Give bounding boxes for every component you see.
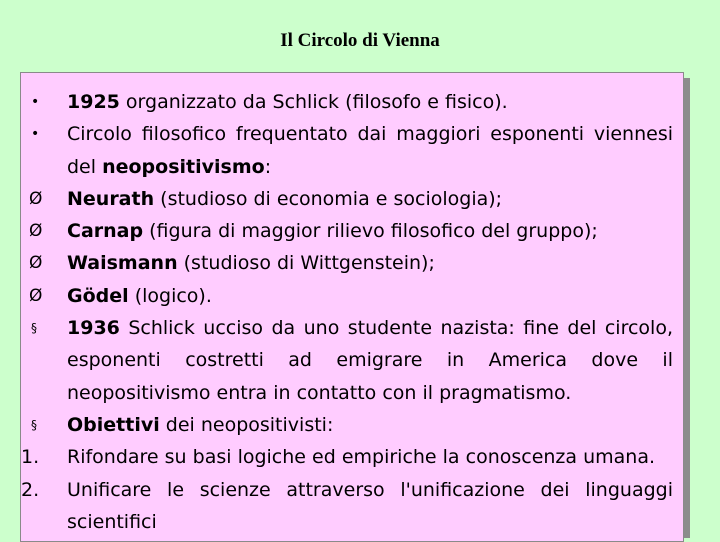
item-text: Circolo filosofico frequentato dai maggiori esponenti viennesi del <box>67 123 673 178</box>
item-text: Unificare le scienze attraverso l'unificazione dei linguaggi scientifici <box>67 478 673 533</box>
list-marker: Ø <box>29 188 43 209</box>
list-item <box>21 474 683 539</box>
list-item <box>21 247 683 279</box>
list-marker: Ø <box>29 285 43 306</box>
list-item <box>21 312 683 409</box>
list-marker: • <box>31 94 40 110</box>
item-bold-term: neopositivismo <box>102 155 265 178</box>
item-lead: Obiettivi <box>67 413 160 436</box>
list-marker: Ø <box>29 253 43 274</box>
list-item <box>21 86 683 118</box>
list-item <box>21 409 683 441</box>
item-text: (studioso di economia e sociologia); <box>154 187 503 210</box>
bullet-list <box>21 73 683 538</box>
list-marker: § <box>31 321 37 336</box>
list-marker: 2. <box>21 478 40 501</box>
item-lead: Gödel <box>67 284 129 307</box>
list-item <box>21 215 683 247</box>
list-item <box>21 441 683 473</box>
list-item <box>21 280 683 312</box>
list-marker: • <box>31 126 40 143</box>
list-marker: 1. <box>21 446 40 469</box>
content-box <box>20 72 684 542</box>
list-marker: Ø <box>29 221 43 242</box>
item-lead: 1936 <box>67 317 120 340</box>
item-text: Schlick ucciso da uno studente nazista: fine del circolo, esponenti costretti ad emigrare in America dove il neopositivismo entra in contatto con il pragmatismo. <box>67 317 673 404</box>
list-item <box>21 183 683 215</box>
item-text: dei neopositivisti: <box>159 413 334 436</box>
item-text: (studioso di Wittgenstein); <box>177 252 435 275</box>
item-lead: Neurath <box>67 187 155 210</box>
list-item <box>21 118 683 183</box>
item-text: organizzato da Schlick (filosofo e fisico). <box>119 91 508 113</box>
list-marker: § <box>31 417 37 432</box>
item-text: (logico). <box>128 284 212 307</box>
item-text: (figura di maggior rilievo filosofico del gruppo); <box>143 220 598 243</box>
item-text: Rifondare su basi logiche ed empiriche la conoscenza umana. <box>67 446 656 469</box>
item-lead: 1925 <box>67 91 120 113</box>
item-lead: Waismann <box>67 252 178 275</box>
item-lead: Carnap <box>67 220 144 243</box>
item-tail: : <box>264 155 272 178</box>
slide-title: Il Circolo di Vienna <box>280 30 440 51</box>
